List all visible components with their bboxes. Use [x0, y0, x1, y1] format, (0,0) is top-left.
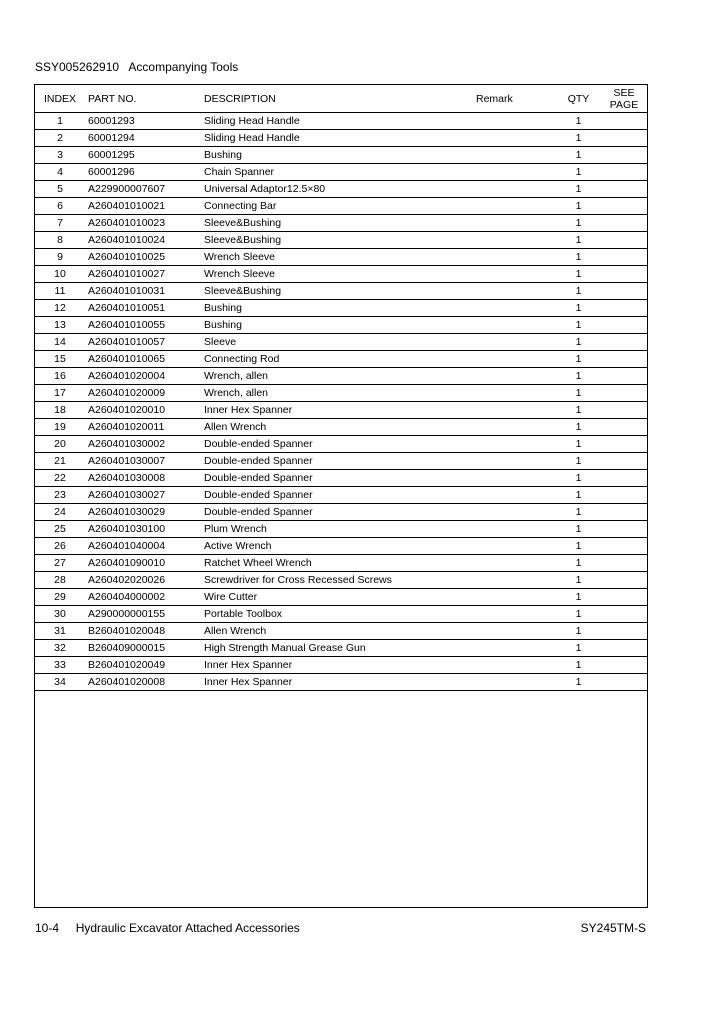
row-index: 11: [35, 283, 85, 300]
row-part-no: 60001294: [85, 130, 202, 147]
row-description: High Strength Manual Grease Gun: [202, 640, 472, 657]
row-description: Inner Hex Spanner: [202, 402, 472, 419]
row-description: Inner Hex Spanner: [202, 657, 472, 674]
row-remark: [472, 521, 556, 538]
row-remark: [472, 640, 556, 657]
row-description: Ratchet Wheel Wrench: [202, 555, 472, 572]
row-see-page: [601, 504, 647, 521]
footer-model: SY245TM-S: [580, 921, 646, 935]
table-row: [35, 147, 647, 164]
row-part-no: B260401020048: [85, 623, 202, 640]
header-qty: QTY: [556, 85, 601, 113]
row-remark: [472, 504, 556, 521]
table-row: [35, 351, 647, 368]
row-remark: [472, 351, 556, 368]
row-part-no: A260401040004: [85, 538, 202, 555]
row-part-no: A260401010025: [85, 249, 202, 266]
row-remark: [472, 589, 556, 606]
row-index: 29: [35, 589, 85, 606]
row-part-no: A260401030002: [85, 436, 202, 453]
row-index: 17: [35, 385, 85, 402]
table-row: [35, 164, 647, 181]
row-remark: [472, 232, 556, 249]
row-qty: 1: [556, 249, 601, 266]
row-see-page: [601, 147, 647, 164]
footer-section-title: Hydraulic Excavator Attached Accessories: [75, 921, 300, 935]
table-row: [35, 589, 647, 606]
row-index: 21: [35, 453, 85, 470]
table-row: [35, 487, 647, 504]
parts-table: [35, 85, 647, 691]
row-remark: [472, 385, 556, 402]
row-remark: [472, 249, 556, 266]
row-index: 18: [35, 402, 85, 419]
row-part-no: A260401010031: [85, 283, 202, 300]
row-see-page: [601, 385, 647, 402]
row-qty: 1: [556, 504, 601, 521]
row-part-no: A260401020008: [85, 674, 202, 691]
footer-page-number: 10-4: [35, 921, 60, 935]
row-remark: [472, 113, 556, 130]
row-qty: 1: [556, 147, 601, 164]
table-header-row: [35, 85, 647, 113]
row-part-no: B260409000015: [85, 640, 202, 657]
table-row: [35, 249, 647, 266]
row-qty: 1: [556, 283, 601, 300]
row-part-no: A260401030100: [85, 521, 202, 538]
row-index: 23: [35, 487, 85, 504]
table-row: [35, 385, 647, 402]
row-see-page: [601, 487, 647, 504]
row-description: Double-ended Spanner: [202, 470, 472, 487]
row-index: 34: [35, 674, 85, 691]
row-see-page: [601, 572, 647, 589]
row-remark: [472, 147, 556, 164]
row-qty: 1: [556, 198, 601, 215]
row-description: Wire Cutter: [202, 589, 472, 606]
row-part-no: A260402020026: [85, 572, 202, 589]
row-index: 2: [35, 130, 85, 147]
doc-code: SSY005262910: [35, 60, 120, 74]
row-qty: 1: [556, 300, 601, 317]
row-remark: [472, 164, 556, 181]
row-see-page: [601, 453, 647, 470]
row-part-no: 60001296: [85, 164, 202, 181]
table-row: [35, 419, 647, 436]
row-description: Chain Spanner: [202, 164, 472, 181]
row-remark: [472, 555, 556, 572]
row-index: 1: [35, 113, 85, 130]
row-see-page: [601, 317, 647, 334]
row-see-page: [601, 538, 647, 555]
table-row: [35, 130, 647, 147]
row-see-page: [601, 249, 647, 266]
row-part-no: A260401090010: [85, 555, 202, 572]
row-description: Bushing: [202, 300, 472, 317]
row-remark: [472, 266, 556, 283]
header-see-page: [601, 85, 647, 113]
row-qty: 1: [556, 368, 601, 385]
row-description: Sleeve: [202, 334, 472, 351]
row-description: Sleeve&Bushing: [202, 283, 472, 300]
row-see-page: [601, 181, 647, 198]
row-description: Double-ended Spanner: [202, 487, 472, 504]
row-index: 28: [35, 572, 85, 589]
row-index: 16: [35, 368, 85, 385]
row-qty: 1: [556, 555, 601, 572]
row-description: Connecting Rod: [202, 351, 472, 368]
row-index: 4: [35, 164, 85, 181]
table-row: [35, 436, 647, 453]
row-remark: [472, 606, 556, 623]
row-see-page: [601, 402, 647, 419]
row-remark: [472, 317, 556, 334]
row-description: Wrench Sleeve: [202, 249, 472, 266]
row-remark: [472, 300, 556, 317]
row-description: Screwdriver for Cross Recessed Screws: [202, 572, 472, 589]
row-description: Sleeve&Bushing: [202, 232, 472, 249]
row-description: Allen Wrench: [202, 419, 472, 436]
parts-table-frame: [34, 84, 648, 908]
row-index: 14: [35, 334, 85, 351]
row-index: 3: [35, 147, 85, 164]
row-see-page: [601, 606, 647, 623]
row-see-page: [601, 232, 647, 249]
row-see-page: [601, 266, 647, 283]
table-row: [35, 453, 647, 470]
row-part-no: A260401020011: [85, 419, 202, 436]
table-row: [35, 657, 647, 674]
row-qty: 1: [556, 351, 601, 368]
row-index: 30: [35, 606, 85, 623]
row-index: 33: [35, 657, 85, 674]
row-see-page: [601, 419, 647, 436]
row-qty: 1: [556, 453, 601, 470]
row-qty: 1: [556, 436, 601, 453]
row-remark: [472, 130, 556, 147]
row-qty: 1: [556, 470, 601, 487]
row-remark: [472, 538, 556, 555]
row-remark: [472, 487, 556, 504]
row-index: 9: [35, 249, 85, 266]
row-description: Double-ended Spanner: [202, 453, 472, 470]
row-see-page: [601, 623, 647, 640]
row-description: Wrench Sleeve: [202, 266, 472, 283]
row-remark: [472, 419, 556, 436]
footer-left: [35, 921, 300, 935]
row-part-no: A260401030007: [85, 453, 202, 470]
row-qty: 1: [556, 317, 601, 334]
row-qty: 1: [556, 181, 601, 198]
row-description: Sliding Head Handle: [202, 130, 472, 147]
row-qty: 1: [556, 385, 601, 402]
table-row: [35, 521, 647, 538]
row-index: 24: [35, 504, 85, 521]
row-remark: [472, 470, 556, 487]
row-see-page: [601, 640, 647, 657]
row-qty: 1: [556, 657, 601, 674]
row-part-no: A260401010024: [85, 232, 202, 249]
table-row: [35, 538, 647, 555]
row-part-no: A229900007607: [85, 181, 202, 198]
table-row: [35, 215, 647, 232]
table-row: [35, 368, 647, 385]
table-row: [35, 181, 647, 198]
table-row: [35, 266, 647, 283]
row-see-page: [601, 674, 647, 691]
row-see-page: [601, 300, 647, 317]
row-remark: [472, 198, 556, 215]
row-remark: [472, 215, 556, 232]
table-row: [35, 470, 647, 487]
row-index: 22: [35, 470, 85, 487]
row-part-no: A260401010055: [85, 317, 202, 334]
row-index: 15: [35, 351, 85, 368]
row-part-no: A260401010023: [85, 215, 202, 232]
row-remark: [472, 283, 556, 300]
row-description: Double-ended Spanner: [202, 436, 472, 453]
row-description: Universal Adaptor12.5×80: [202, 181, 472, 198]
table-row: [35, 674, 647, 691]
row-description: Sleeve&Bushing: [202, 215, 472, 232]
row-see-page: [601, 436, 647, 453]
row-description: Plum Wrench: [202, 521, 472, 538]
row-remark: [472, 402, 556, 419]
row-qty: 1: [556, 266, 601, 283]
row-remark: [472, 368, 556, 385]
header-page: PAGE: [609, 98, 639, 111]
row-part-no: A260401010051: [85, 300, 202, 317]
table-row: [35, 198, 647, 215]
row-see-page: [601, 657, 647, 674]
row-description: Wrench, allen: [202, 385, 472, 402]
row-qty: 1: [556, 130, 601, 147]
table-row: [35, 623, 647, 640]
header-description: DESCRIPTION: [202, 85, 472, 113]
row-part-no: A260401010027: [85, 266, 202, 283]
row-description: Wrench, allen: [202, 368, 472, 385]
row-part-no: A260401020004: [85, 368, 202, 385]
row-qty: 1: [556, 113, 601, 130]
row-part-no: 60001293: [85, 113, 202, 130]
header-remark: Remark: [472, 85, 556, 113]
row-part-no: B260401020049: [85, 657, 202, 674]
row-qty: 1: [556, 215, 601, 232]
row-see-page: [601, 334, 647, 351]
table-row: [35, 555, 647, 572]
row-see-page: [601, 470, 647, 487]
table-row: [35, 334, 647, 351]
row-remark: [472, 572, 556, 589]
row-part-no: 60001295: [85, 147, 202, 164]
row-index: 12: [35, 300, 85, 317]
row-part-no: A260401020009: [85, 385, 202, 402]
row-qty: 1: [556, 232, 601, 249]
row-qty: 1: [556, 164, 601, 181]
row-see-page: [601, 130, 647, 147]
row-index: 8: [35, 232, 85, 249]
row-index: 5: [35, 181, 85, 198]
row-remark: [472, 657, 556, 674]
row-qty: 1: [556, 674, 601, 691]
table-row: [35, 572, 647, 589]
table-row: [35, 283, 647, 300]
header-see: SEE: [613, 86, 635, 99]
row-qty: 1: [556, 640, 601, 657]
row-index: 20: [35, 436, 85, 453]
row-qty: 1: [556, 402, 601, 419]
row-part-no: A260401030027: [85, 487, 202, 504]
row-index: 27: [35, 555, 85, 572]
row-part-no: A260404000002: [85, 589, 202, 606]
row-part-no: A260401010065: [85, 351, 202, 368]
row-remark: [472, 674, 556, 691]
row-index: 19: [35, 419, 85, 436]
row-description: Bushing: [202, 317, 472, 334]
row-qty: 1: [556, 572, 601, 589]
row-see-page: [601, 351, 647, 368]
row-qty: 1: [556, 487, 601, 504]
table-row: [35, 640, 647, 657]
row-index: 25: [35, 521, 85, 538]
row-see-page: [601, 283, 647, 300]
row-qty: 1: [556, 606, 601, 623]
table-row: [35, 317, 647, 334]
document-title: [35, 60, 238, 74]
header-index: INDEX: [35, 85, 85, 113]
row-qty: 1: [556, 419, 601, 436]
row-remark: [472, 623, 556, 640]
row-qty: 1: [556, 589, 601, 606]
row-remark: [472, 334, 556, 351]
doc-title-text: Accompanying Tools: [128, 60, 239, 74]
row-qty: 1: [556, 521, 601, 538]
row-see-page: [601, 368, 647, 385]
row-part-no: A260401030029: [85, 504, 202, 521]
table-row: [35, 300, 647, 317]
row-description: Active Wrench: [202, 538, 472, 555]
row-part-no: A260401020010: [85, 402, 202, 419]
row-description: Connecting Bar: [202, 198, 472, 215]
row-see-page: [601, 555, 647, 572]
row-part-no: A260401030008: [85, 470, 202, 487]
row-index: 31: [35, 623, 85, 640]
row-remark: [472, 436, 556, 453]
row-description: Bushing: [202, 147, 472, 164]
header-part-no: PART NO.: [85, 85, 202, 113]
row-index: 32: [35, 640, 85, 657]
row-description: Portable Toolbox: [202, 606, 472, 623]
row-remark: [472, 181, 556, 198]
row-index: 7: [35, 215, 85, 232]
table-body: [35, 113, 647, 691]
row-qty: 1: [556, 538, 601, 555]
table-row: [35, 606, 647, 623]
row-qty: 1: [556, 334, 601, 351]
row-see-page: [601, 198, 647, 215]
row-part-no: A290000000155: [85, 606, 202, 623]
table-row: [35, 504, 647, 521]
row-description: Inner Hex Spanner: [202, 674, 472, 691]
table-row: [35, 113, 647, 130]
row-index: 6: [35, 198, 85, 215]
row-see-page: [601, 113, 647, 130]
row-remark: [472, 453, 556, 470]
row-see-page: [601, 589, 647, 606]
row-index: 13: [35, 317, 85, 334]
row-see-page: [601, 521, 647, 538]
row-part-no: A260401010021: [85, 198, 202, 215]
row-description: Sliding Head Handle: [202, 113, 472, 130]
row-description: Allen Wrench: [202, 623, 472, 640]
row-part-no: A260401010057: [85, 334, 202, 351]
row-index: 10: [35, 266, 85, 283]
row-qty: 1: [556, 623, 601, 640]
table-row: [35, 402, 647, 419]
row-description: Double-ended Spanner: [202, 504, 472, 521]
row-see-page: [601, 164, 647, 181]
table-row: [35, 232, 647, 249]
row-see-page: [601, 215, 647, 232]
row-index: 26: [35, 538, 85, 555]
